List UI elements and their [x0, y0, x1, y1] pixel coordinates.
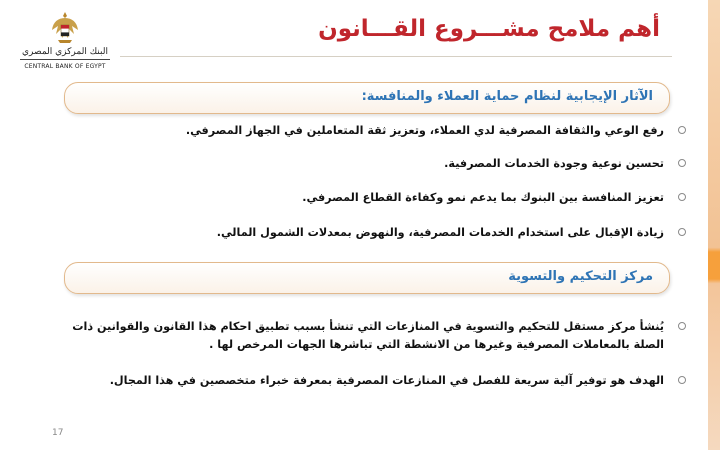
bullet-text: الهدف هو توفير آلية سريعة للفصل في المنازعات المصرفية بمعرفة خبراء متخصصين في هذا المجال.	[109, 374, 664, 387]
title-divider	[120, 56, 672, 57]
list-item	[302, 189, 664, 207]
bullet-circle-icon	[678, 322, 686, 330]
section-heading-arbitration: مركز التحكيم والتسوية	[508, 269, 653, 284]
bullet-text: يُنشأ مركز مستقل للتحكيم والتسوية في المنازعات التي تنشأ بسبب تطبيق احكام هذا القانون والقوانين ذات الصلة بالمعاملات المصرفية وغيرها من الانشطة التي تباشرها الجهات المرخص لها .	[72, 320, 664, 351]
bullet-circle-icon	[678, 159, 686, 167]
logo-english-text: CENTRAL BANK OF EGYPT	[24, 63, 106, 70]
bullet-circle-icon	[678, 126, 686, 134]
list-item	[110, 372, 664, 390]
central-bank-logo	[20, 10, 110, 80]
list-item	[72, 318, 664, 354]
bullet-circle-icon	[678, 376, 686, 384]
logo-arabic-text: البنك المركزي المصري	[22, 47, 108, 57]
bullet-text: زيادة الإقبال على استخدام الخدمات المصرفية، والنهوض بمعدلات الشمول المالي.	[216, 226, 664, 239]
bullet-text: تعزيز المنافسة بين البنوك بما يدعم نمو وكفاءة القطاع المصرفي.	[302, 191, 664, 204]
decorative-side-bar	[708, 0, 720, 450]
bullet-circle-icon	[678, 228, 686, 236]
section-heading-benefits: الآثار الإيجابية لنظام حماية العملاء والمنافسة:	[361, 89, 653, 104]
list-item	[444, 155, 664, 173]
section-heading-box-arbitration	[64, 262, 670, 294]
bullet-text: رفع الوعي والثقافة المصرفية لدي العملاء، وتعزيز ثقة المتعاملين في الجهاز المصرفي.	[185, 124, 664, 137]
page-number: 17	[52, 428, 64, 438]
list-item	[217, 224, 664, 242]
bullet-text: تحسين نوعية وجودة الخدمات المصرفية.	[444, 157, 664, 170]
list-item	[186, 122, 664, 140]
bullet-circle-icon	[678, 193, 686, 201]
logo-divider	[20, 59, 110, 60]
page-title: أهم ملامح مشـــروع القـــانون	[318, 16, 660, 42]
eagle-emblem-icon	[50, 10, 80, 46]
section-heading-box-benefits	[64, 82, 670, 114]
